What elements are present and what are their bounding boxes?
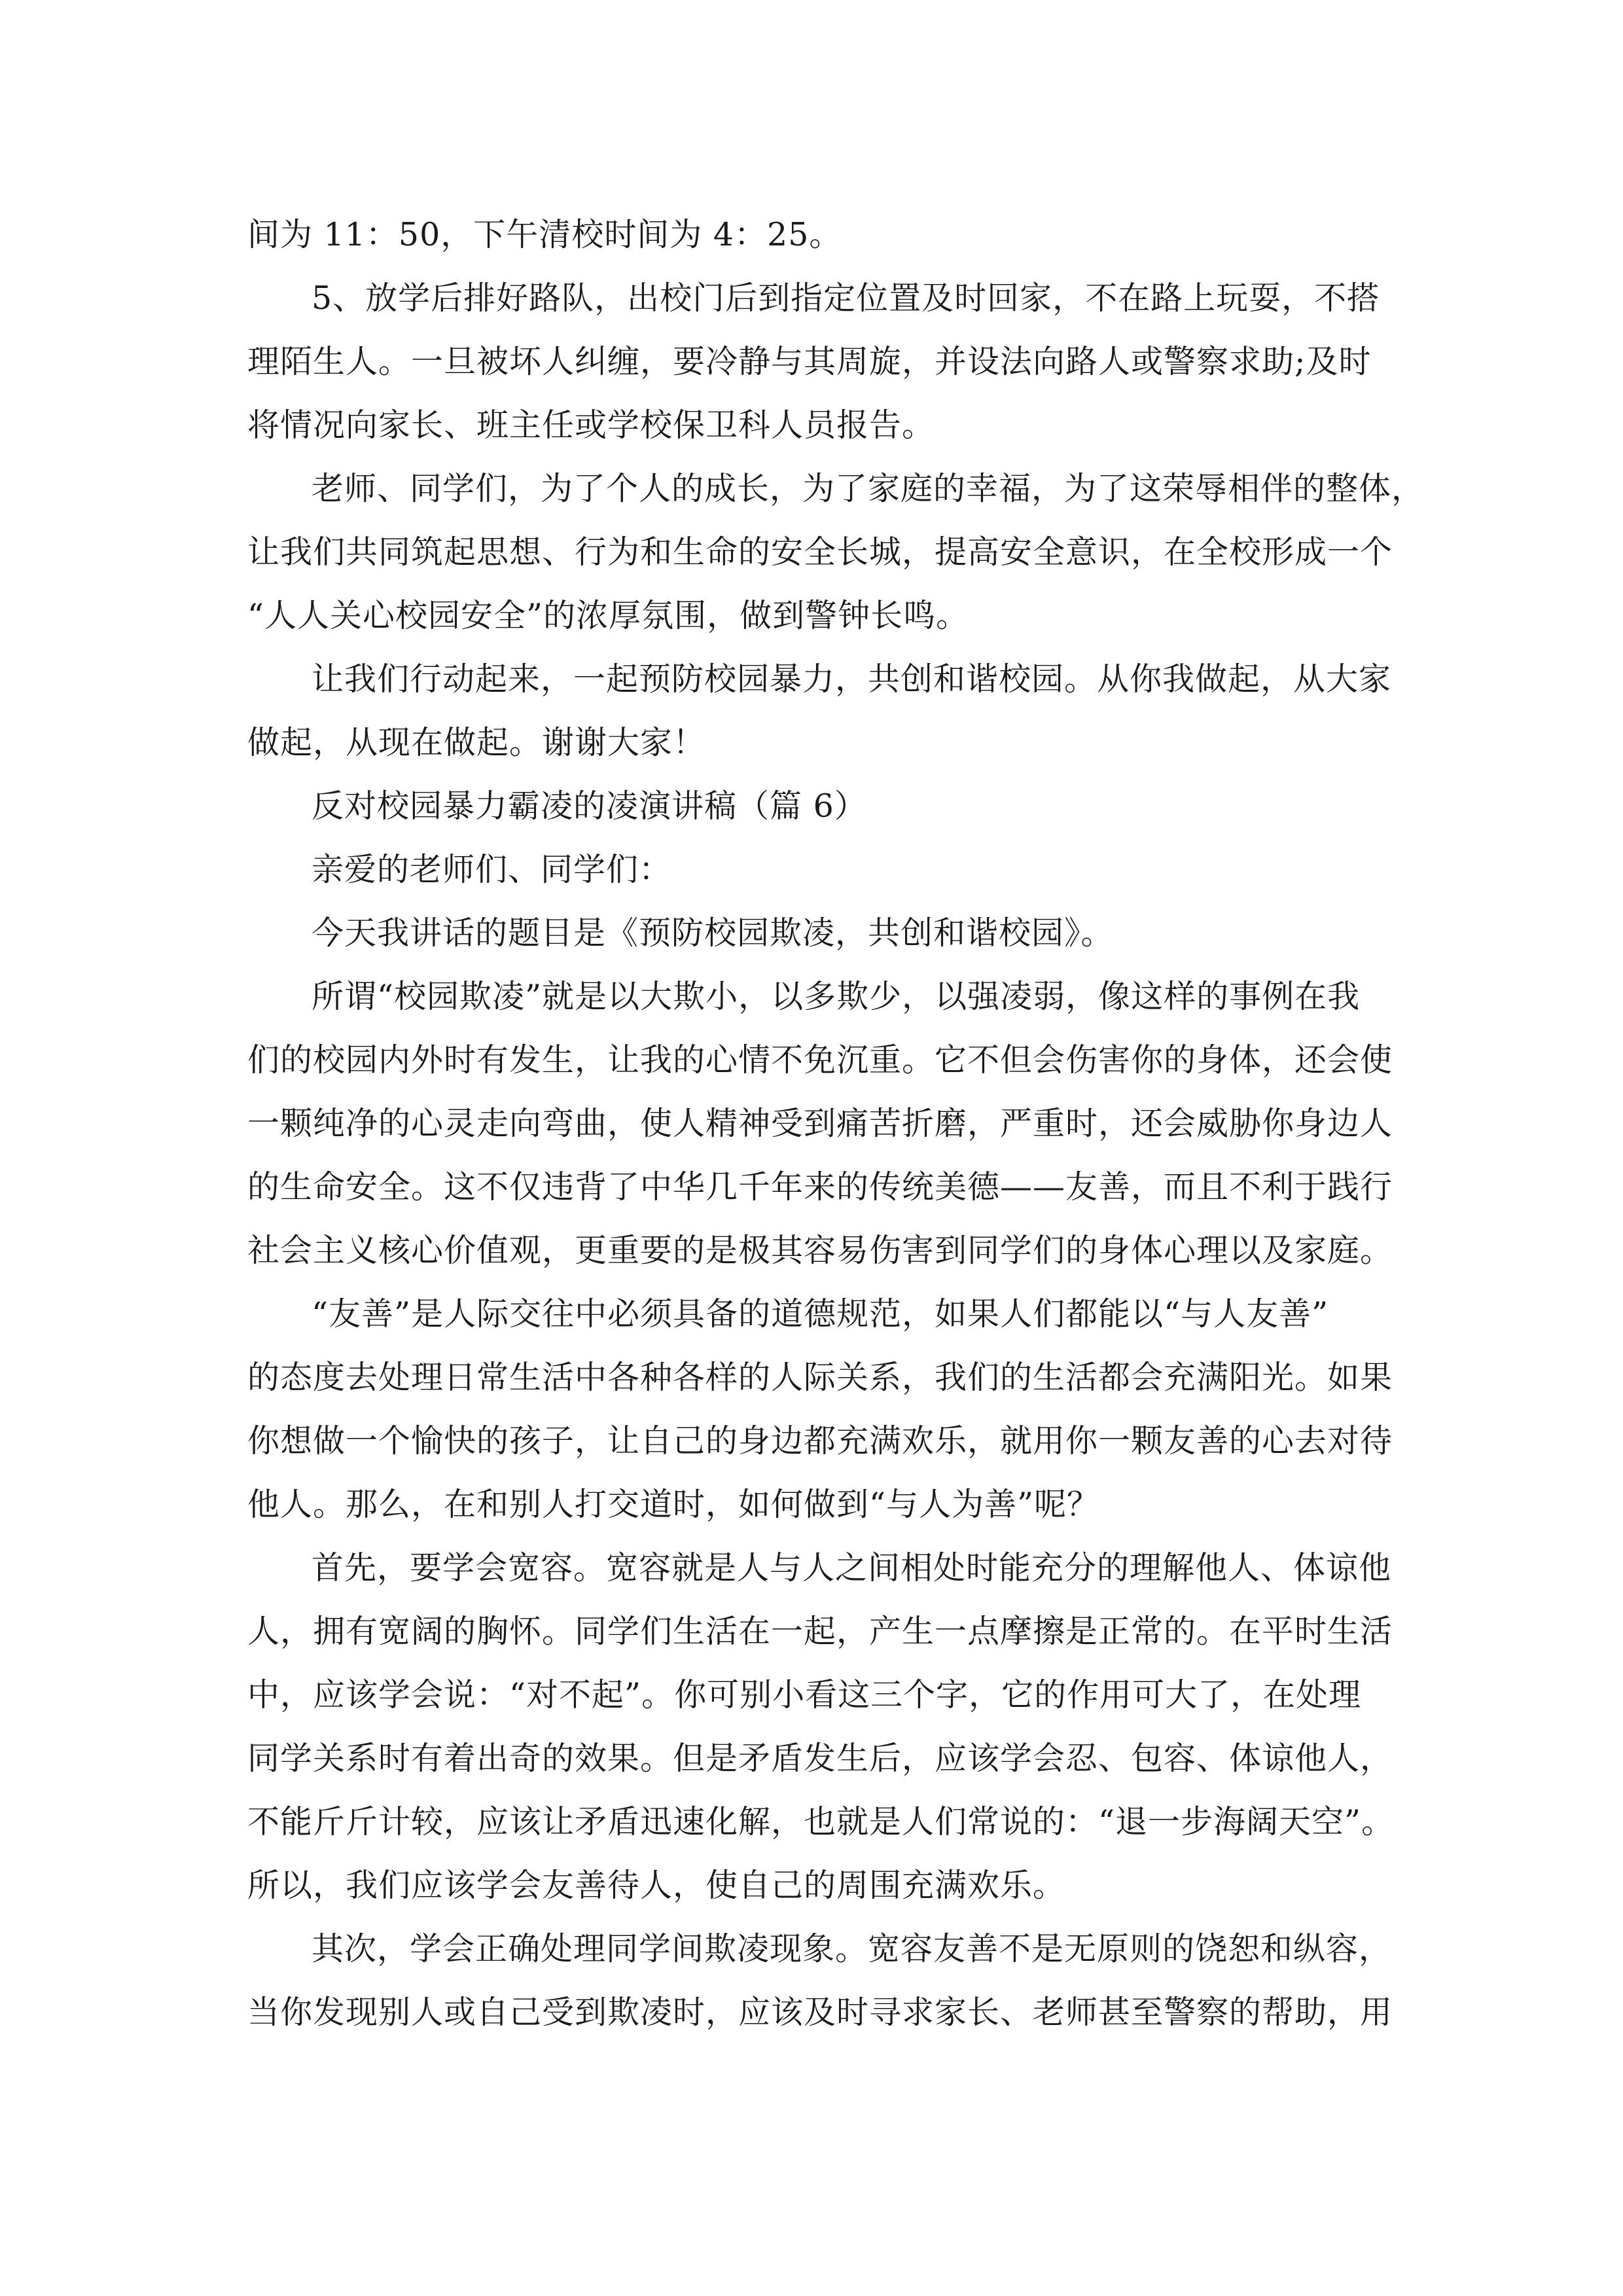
text-line: 让我们行动起来，一起预防校园暴力，共创和谐校园。从你我做起，从大家 xyxy=(312,660,1392,698)
text-line: “友善”是人际交往中必须具备的道德规范，如果人们都能以“与人友善” xyxy=(312,1295,1329,1333)
text-line: 让我们共同筑起思想、行为和生命的安全长城，提高安全意识，在全校形成一个 xyxy=(247,533,1393,571)
text-line: 人，拥有宽阔的胸怀。同学们生活在一起，产生一点摩擦是正常的。在平时生活 xyxy=(247,1613,1393,1650)
text-line: 亲爱的老师们、同学们： xyxy=(312,851,672,888)
text-line: 的生命安全。这不仅违背了中华几千年来的传统美德——友善，而且不利于践行 xyxy=(247,1168,1393,1206)
text-line: 反对校园暴力霸凌的凌演讲稿（篇 6） xyxy=(312,787,867,825)
text-line: 社会主义核心价值观，更重要的是极其容易伤害到同学们的身体心理以及家庭。 xyxy=(247,1232,1393,1269)
text-line: 所以，我们应该学会友善待人，使自己的周围充满欢乐。 xyxy=(247,1867,1066,1904)
text-line: 老师、同学们，为了个人的成长，为了家庭的幸福，为了这荣辱相伴的整体， xyxy=(312,470,1425,507)
text-line: 所谓“校园欺凌”就是以大欺小，以多欺少，以强凌弱，像这样的事例在我 xyxy=(312,978,1361,1015)
text-line: 的态度去处理日常生活中各种各样的人际关系，我们的生活都会充满阳光。如果 xyxy=(247,1359,1393,1396)
text-line: 他人。那么，在和别人打交道时，如何做到“与人为善”呢？ xyxy=(247,1486,1100,1523)
text-line: 们的校园内外时有发生，让我的心情不免沉重。它不但会伤害你的身体，还会使 xyxy=(247,1041,1393,1079)
text-line: 当你发现别人或自己受到欺凌时，应该及时寻求家长、老师甚至警察的帮助，用 xyxy=(247,1994,1393,2031)
text-line: 将情况向家长、班主任或学校保卫科人员报告。 xyxy=(247,406,935,444)
text-line: 同学关系时有着出奇的效果。但是矛盾发生后，应该学会忍、包容、体谅他人， xyxy=(247,1740,1393,1777)
text-line: 一颗纯净的心灵走向弯曲，使人精神受到痛苦折磨，严重时，还会威胁你身边人 xyxy=(247,1105,1393,1142)
text-line: 首先，要学会宽容。宽容就是人与人之间相处时能充分的理解他人、体谅他 xyxy=(312,1549,1392,1587)
text-line: 今天我讲话的题目是《预防校园欺凌，共创和谐校园》。 xyxy=(312,914,1114,952)
body-text xyxy=(247,203,1425,2044)
text-line: 不能斤斤计较，应该让矛盾迅速化解，也就是人们常说的：“退一步海阔天空”。 xyxy=(247,1803,1395,1840)
text-line: 理陌生人。一旦被坏人纠缠，要冷静与其周旋，并设法向路人或警察求助;及时 xyxy=(247,343,1372,380)
text-line: 5、放学后排好路队，出校门后到指定位置及时回家，不在路上玩耍，不搭 xyxy=(312,279,1380,317)
text-line: “人人关心校园安全”的浓厚氛围，做到警钟长鸣。 xyxy=(247,597,969,634)
text-line: 中，应该学会说：“对不起”。你可别小看这三个字，它的作用可大了，在处理 xyxy=(247,1676,1362,1713)
text-line: 做起，从现在做起。谢谢大家！ xyxy=(247,724,706,761)
text-line: 你想做一个愉快的孩子，让自己的身边都充满欢乐，就用你一颗友善的心去对待 xyxy=(247,1422,1393,1460)
text-line: 其次，学会正确处理同学间欺凌现象。宽容友善不是无原则的饶恕和纵容， xyxy=(312,1930,1392,1967)
text-line: 间为 11：50，下午清校时间为 4：25。 xyxy=(247,216,842,253)
